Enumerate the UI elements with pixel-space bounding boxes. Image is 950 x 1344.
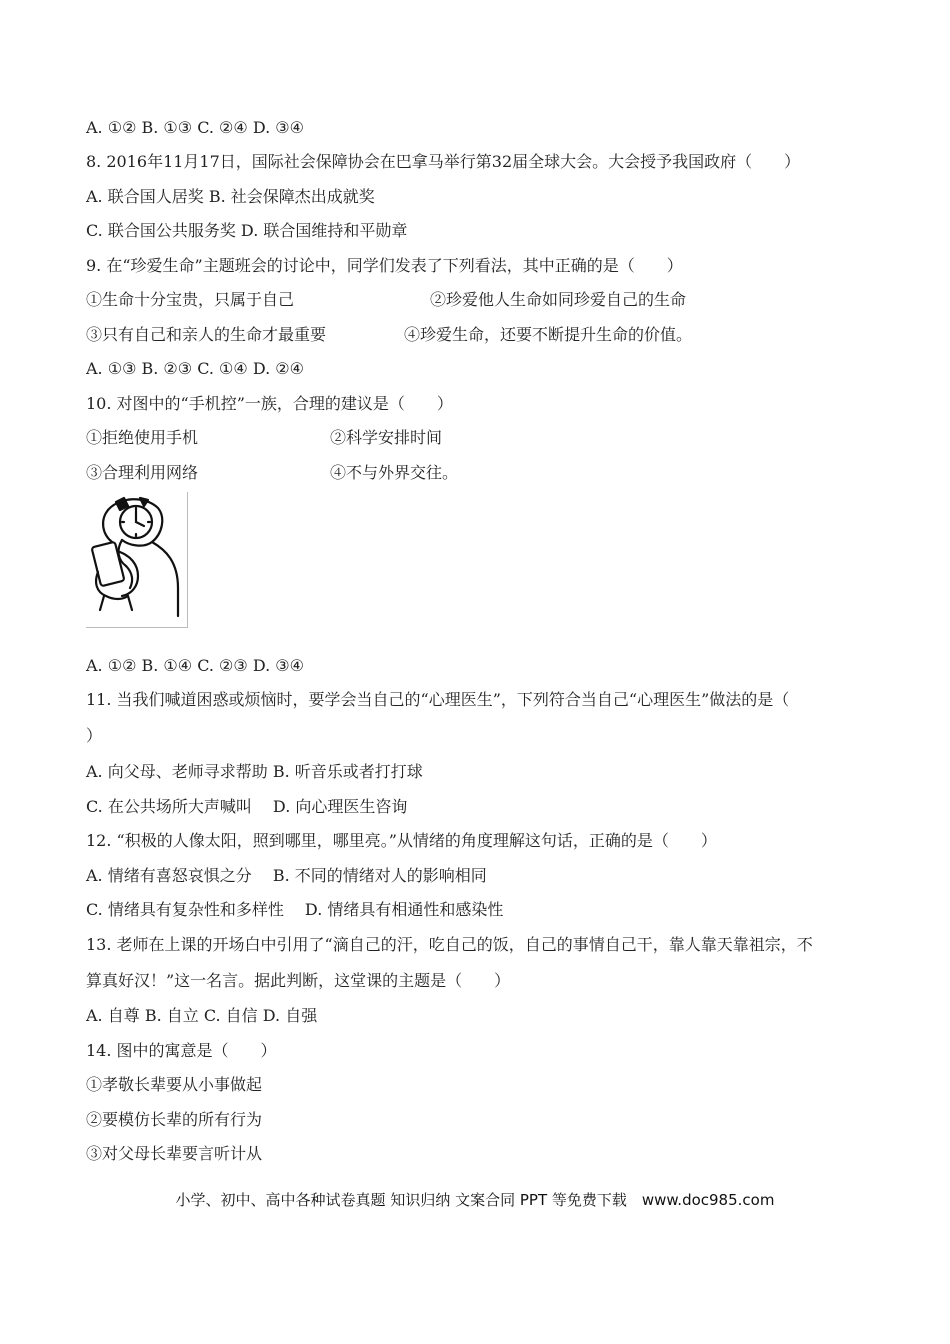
q13-question-continued: 算真好汉！”这一名言。据此判断，这堂课的主题是（ ） (86, 971, 511, 990)
q12-question: 12. “积极的人像太阳，照到哪里，哪里亮。”从情绪的角度理解这句话，正确的是（ ） (86, 831, 717, 850)
q12-options-ab: A. 情绪有喜怒哀惧之分 B. 不同的情绪对人的影响相同 (86, 866, 487, 885)
q11-options-ab: A. 向父母、老师寻求帮助 B. 听音乐或者打打球 (86, 762, 423, 781)
q9-option-2: ②珍爱他人生命如同珍爱自己的生命 (430, 290, 687, 309)
q10-option-3: ③合理利用网络 (86, 463, 199, 482)
page-footer-link[interactable]: 小学、初中、高中各种试卷真题 知识归纳 文案合同 PPT 等免费下载 www.doc985.com (175, 1191, 775, 1209)
q14-option-2: ②要模仿长辈的所有行为 (86, 1110, 263, 1129)
q14-option-1: ①孝敬长辈要从小事做起 (86, 1075, 263, 1094)
clock-head-phone-icon (86, 492, 188, 628)
phone-addict-cartoon-image (86, 492, 188, 628)
q9-option-4: ④珍爱生命，还要不断提升生命的价值。 (404, 325, 693, 344)
q12-options-cd: C. 情绪具有复杂性和多样性 D. 情绪具有相通性和感染性 (86, 900, 504, 919)
q10-answer-choices: A. ①② B. ①④ C. ②③ D. ③④ (86, 656, 304, 675)
q13-answer-choices: A. 自尊 B. 自立 C. 自信 D. 自强 (86, 1006, 318, 1025)
q11-options-cd: C. 在公共场所大声喊叫 D. 向心理医生咨询 (86, 797, 408, 816)
q7-answer-choices: A. ①② B. ①③ C. ②④ D. ③④ (86, 118, 304, 137)
q10-option-1: ①拒绝使用手机 (86, 428, 199, 447)
q13-question: 13. 老师在上课的开场白中引用了“滴自己的汗，吃自己的饭，自己的事情自己干，靠人靠天靠祖宗，不 (86, 935, 813, 954)
q14-option-3: ③对父母长辈要言听计从 (86, 1144, 263, 1163)
q14-question: 14. 图中的寓意是（ ） (86, 1041, 277, 1060)
q10-option-4: ④不与外界交往。 (330, 463, 459, 482)
q11-question: 11. 当我们喊道困惑或烦恼时，要学会当自己的“心理医生”，下列符合当自己“心理医生”做法的是（ (86, 690, 790, 709)
q9-option-1: ①生命十分宝贵，只属于自己 (86, 290, 295, 309)
q9-option-3: ③只有自己和亲人的生命才最重要 (86, 325, 327, 344)
q8-options-ab: A. 联合国人居奖 B. 社会保障杰出成就奖 (86, 187, 375, 206)
q9-answer-choices: A. ①③ B. ②③ C. ①④ D. ②④ (86, 359, 304, 378)
q9-question: 9. 在“珍爱生命”主题班会的讨论中，同学们发表了下列看法，其中正确的是（ ） (86, 256, 683, 275)
q11-question-continued: ） (86, 726, 103, 745)
q8-question: 8. 2016年11月17日，国际社会保障协会在巴拿马举行第32届全球大会。大会授予我国政府（ ） (86, 152, 801, 171)
q8-options-cd: C. 联合国公共服务奖 D. 联合国维持和平勋章 (86, 221, 408, 240)
q10-question: 10. 对图中的“手机控”一族，合理的建议是（ ） (86, 394, 453, 413)
q10-option-2: ②科学安排时间 (330, 428, 443, 447)
